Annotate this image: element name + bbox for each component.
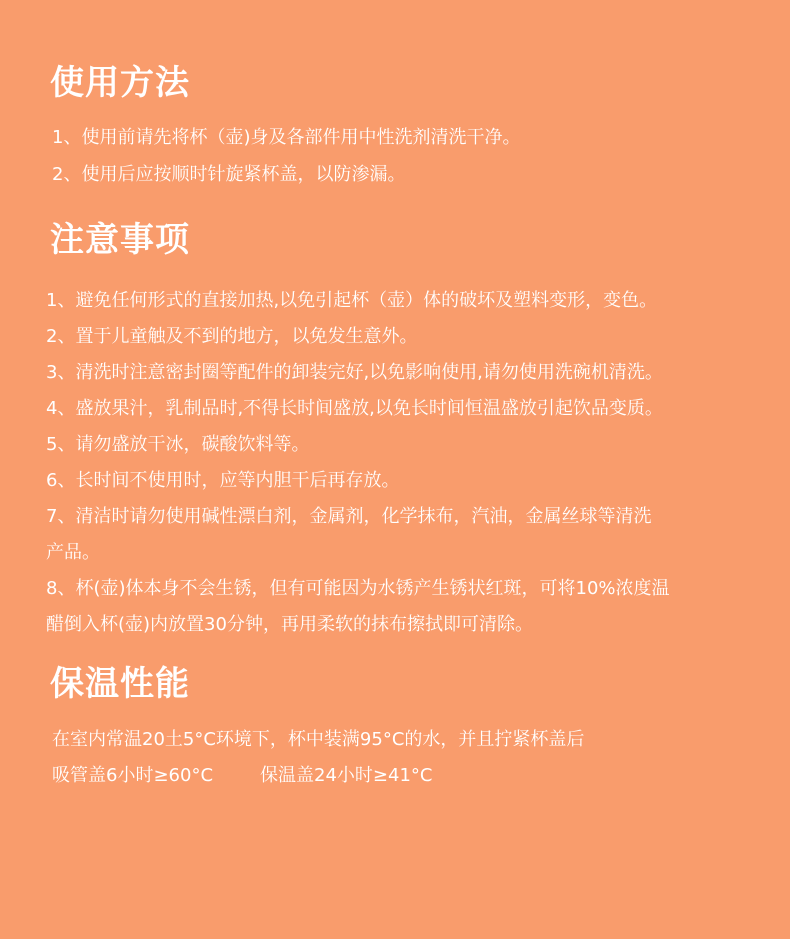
insulation-condition: 在室内常温20土5°C环境下，杯中装满95°C的水，并且拧紧杯盖后 bbox=[52, 729, 585, 750]
usage-title: 使用方法 bbox=[50, 63, 190, 103]
notes-line-6: 6、长时间不使用时，应等内胆干后再存放。 bbox=[46, 470, 400, 491]
notes-line-1: 1、避免任何形式的直接加热,以免引起杯（壶）体的破坏及塑料变形，变色。 bbox=[46, 290, 658, 311]
notes-line-3: 3、清洗时注意密封圈等配件的卸装完好,以免影响使用,请勿使用洗碗机清洗。 bbox=[46, 362, 663, 383]
insulation-title: 保温性能 bbox=[50, 664, 190, 704]
usage-line-1: 1、使用前请先将杯（壶)身及各部件用中性洗剂清洗干净。 bbox=[52, 127, 521, 148]
thermal-lid-spec: 保温盖24小时≥41°C bbox=[260, 765, 433, 786]
notes-line-2: 2、置于儿童触及不到的地方，以免发生意外。 bbox=[46, 326, 418, 347]
notes-title: 注意事项 bbox=[50, 220, 190, 260]
notes-line-5: 5、请勿盛放干冰，碳酸饮料等。 bbox=[46, 434, 310, 455]
notes-line-4: 4、盛放果汁，乳制品时,不得长时间盛放,以免长时间恒温盛放引起饮品变质。 bbox=[46, 398, 663, 419]
notes-line-7b: 产品。 bbox=[46, 542, 100, 563]
usage-line-2: 2、使用后应按顺时针旋紧杯盖，以防渗漏。 bbox=[52, 164, 406, 185]
notes-line-7a: 7、清洁时请勿使用碱性漂白剂，金属剂，化学抹布，汽油，金属丝球等清洗 bbox=[46, 506, 652, 527]
straw-lid-spec: 吸管盖6小时≥60°C bbox=[52, 765, 214, 786]
notes-line-8b: 醋倒入杯(壶)内放置30分钟，再用柔软的抹布擦拭即可清除。 bbox=[46, 614, 533, 635]
notes-line-8a: 8、杯(壶)体本身不会生锈，但有可能因为水锈产生锈状红斑，可将10%浓度温 bbox=[46, 578, 670, 599]
